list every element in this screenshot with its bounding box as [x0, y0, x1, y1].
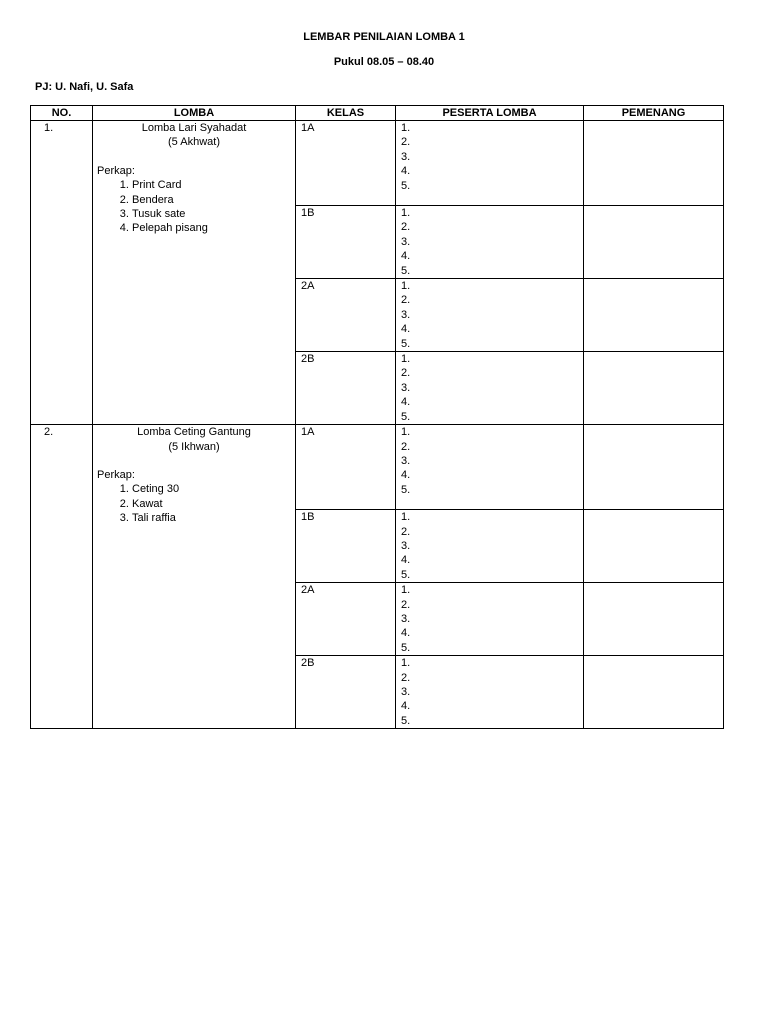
peserta-list	[396, 656, 583, 728]
perkap-list	[93, 178, 295, 236]
perkap-item: 2. Bendera	[132, 193, 295, 207]
time-range: Pukul 08.05 – 08.40	[333, 56, 435, 68]
kelas-cell: 2A	[296, 279, 396, 352]
peserta-slot: 2.	[401, 136, 411, 149]
peserta-slot: 5.	[401, 264, 411, 277]
table-row	[31, 425, 724, 510]
lomba-number: 1.	[31, 121, 93, 425]
pemenang-cell	[584, 583, 724, 656]
peserta-slot: 5.	[401, 714, 411, 727]
header-kelas: KELAS	[296, 106, 396, 121]
perkap-item: 4. Pelepah pisang	[132, 221, 295, 235]
peserta-slot: 2.	[401, 525, 411, 538]
lomba-participant-count: (5 Ikhwan)	[168, 440, 220, 453]
perkap-item: 2. Kawat	[132, 497, 295, 511]
pemenang-cell	[584, 425, 724, 510]
peserta-slot: 2.	[401, 598, 411, 611]
peserta-slot: 2.	[401, 294, 411, 307]
peserta-slot: 3.	[401, 235, 411, 248]
peserta-slot: 1.	[401, 122, 411, 134]
peserta-cell	[396, 510, 584, 583]
peserta-cell	[396, 425, 584, 510]
peserta-slot: 4.	[401, 165, 411, 178]
perkap-list	[93, 482, 295, 525]
kelas-cell: 1A	[296, 121, 396, 206]
header-row	[31, 106, 724, 121]
peserta-cell	[396, 279, 584, 352]
peserta-slot: 1.	[401, 207, 411, 219]
pemenang-cell	[584, 121, 724, 206]
peserta-slot: 3.	[401, 612, 411, 625]
pemenang-cell	[584, 352, 724, 425]
peserta-slot: 1.	[401, 584, 411, 597]
peserta-slot: 5.	[401, 410, 411, 423]
lomba-number: 2.	[31, 425, 93, 729]
peserta-cell	[396, 583, 584, 656]
peserta-slot: 1.	[401, 353, 411, 366]
document-title: LEMBAR PENILAIAN LOMBA 1	[303, 31, 465, 43]
header-pemenang: PEMENANG	[584, 106, 724, 121]
header-no: NO.	[31, 106, 93, 121]
pemenang-cell	[584, 510, 724, 583]
peserta-slot: 3.	[401, 308, 411, 321]
peserta-list	[396, 583, 583, 655]
peserta-slot: 4.	[401, 323, 411, 336]
peserta-cell	[396, 352, 584, 425]
header-peserta: PESERTA LOMBA	[396, 106, 584, 121]
scoring-table	[30, 105, 724, 729]
peserta-list	[396, 510, 583, 582]
perkap-item: 1. Ceting 30	[132, 482, 295, 496]
kelas-cell: 1A	[296, 425, 396, 510]
peserta-slot: 4.	[401, 250, 411, 263]
kelas-cell: 1B	[296, 510, 396, 583]
peserta-slot: 3.	[401, 454, 411, 467]
kelas-cell: 2A	[296, 583, 396, 656]
peserta-slot: 1.	[401, 657, 411, 670]
kelas-cell: 2B	[296, 352, 396, 425]
lomba-cell	[93, 121, 296, 425]
peserta-list	[396, 279, 583, 351]
kelas-cell: 2B	[296, 656, 396, 729]
peserta-list	[396, 121, 583, 193]
peserta-slot: 1.	[401, 280, 411, 293]
peserta-slot: 5.	[401, 641, 411, 654]
kelas-cell: 1B	[296, 206, 396, 279]
lomba-name: Lomba Lari Syahadat	[141, 122, 247, 134]
perkap-item: 3. Tusuk sate	[132, 207, 295, 221]
table-row	[31, 121, 724, 206]
peserta-slot: 4.	[401, 469, 411, 482]
lomba-participant-count: (5 Akhwat)	[168, 136, 220, 149]
peserta-slot: 2.	[401, 221, 411, 234]
peserta-slot: 4.	[401, 627, 411, 640]
peserta-slot: 4.	[401, 396, 411, 409]
peserta-slot: 1.	[401, 511, 411, 524]
peserta-slot: 4.	[401, 554, 411, 567]
peserta-cell	[396, 121, 584, 206]
peserta-slot: 3.	[401, 381, 411, 394]
peserta-cell	[396, 656, 584, 729]
perkap-item: 1. Print Card	[132, 178, 295, 192]
lomba-name: Lomba Ceting Gantung	[137, 426, 251, 439]
peserta-list	[396, 206, 583, 278]
peserta-slot: 2.	[401, 671, 411, 684]
peserta-cell	[396, 206, 584, 279]
header-lomba: LOMBA	[93, 106, 296, 121]
peserta-slot: 3.	[401, 150, 411, 163]
peserta-slot: 1.	[401, 426, 411, 439]
peserta-slot: 5.	[401, 568, 411, 581]
peserta-slot: 3.	[401, 539, 411, 552]
peserta-slot: 4.	[401, 700, 411, 713]
pemenang-cell	[584, 279, 724, 352]
perkap-label: Perkap:	[97, 468, 135, 481]
perkap-item: 3. Tali raffia	[132, 511, 295, 525]
pemenang-cell	[584, 206, 724, 279]
person-in-charge: PJ: U. Nafi, U. Safa	[35, 81, 134, 93]
perkap-label: Perkap:	[97, 164, 135, 177]
lomba-cell	[93, 425, 296, 729]
peserta-slot: 3.	[401, 685, 411, 698]
peserta-list	[396, 425, 583, 497]
peserta-slot: 2.	[401, 367, 411, 380]
pemenang-cell	[584, 656, 724, 729]
peserta-slot: 5.	[401, 337, 411, 350]
peserta-slot: 2.	[401, 440, 411, 453]
peserta-list	[396, 352, 583, 424]
peserta-slot: 5.	[401, 483, 411, 496]
peserta-slot: 5.	[401, 179, 411, 192]
